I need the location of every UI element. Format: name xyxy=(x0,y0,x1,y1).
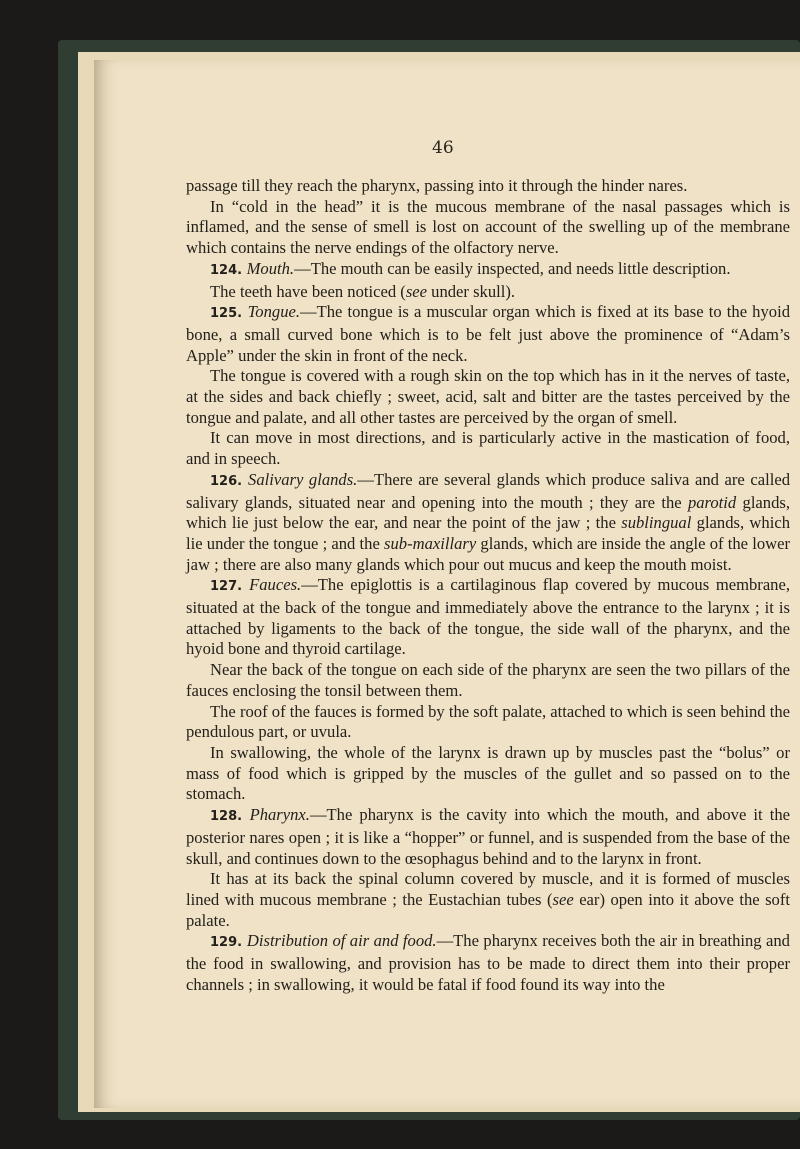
paragraph: The roof of the fauces is formed by the soft palate, attached to which is seen behind the pendulous part, or uvula. xyxy=(186,701,790,742)
paragraph: passage till they reach the pharynx, passing into it through the hinder nares. xyxy=(186,176,688,195)
section-heading: Pharynx. xyxy=(249,805,310,825)
paragraph: 129. Distribution of air and food.—The pharynx receives both the air in breathing and the food in swallowing, and provision has to be made to direct them into their proper channels ; in swallowing, it would be fatal if food found its way into the xyxy=(186,931,790,994)
section-heading: Distribution of air and food. xyxy=(246,931,437,951)
paragraph: 126. Salivary glands.—There are several glands which produce saliva and are called salivary glands, situated near and opening into the mouth ; they are the parotid glands, which lie just below the ear, and near the point of the jaw ; the sublingual glands, which lie under the tongue ; and the sub-maxillary glands, which are inside the angle of the lower jaw ; there are also many glands which pour out mucus and keep the mouth moist. xyxy=(186,469,790,574)
paragraph: It can move in most directions, and is particularly active in the mastication of food, and in speech. xyxy=(186,428,790,469)
page-number: 46 xyxy=(432,138,454,158)
paragraph: The tongue is covered with a rough skin on the top which has in it the nerves of taste, at the sides and back chiefly ; sweet, acid, salt and bitter are the tastes perceived by the tongue and palate, and all other tastes are perceived by the organ of smell. xyxy=(186,366,790,427)
paragraph: 125. Tongue.—The tongue is a muscular organ which is fixed at its base to the hyoid bone, a small curved bone which is to be felt just above the prominence of “Adam’s Apple” under the skin in front of the neck. xyxy=(186,302,790,365)
book-page xyxy=(94,60,800,1108)
section-heading: Salivary glands. xyxy=(248,469,358,489)
section-heading: Tongue. xyxy=(247,302,300,322)
paragraph: 128. Pharynx.—The pharynx is the cavity into which the mouth, and above it the posterior nares open ; it is like a “hopper” or funnel, and is suspended from the base of the skull, and continues down to the œsophagus behind and to the larynx in front. xyxy=(186,805,791,868)
section-number: 127. xyxy=(210,579,250,595)
page-text xyxy=(186,176,790,995)
paragraph: 124. Mouth.—The mouth can be easily inspected, and needs little description. xyxy=(210,258,731,278)
section-number: 126. xyxy=(210,473,249,489)
section-number: 124. xyxy=(210,262,247,278)
section-number: 125. xyxy=(210,306,248,322)
paragraph: The teeth have been noticed (see under skull). xyxy=(210,281,516,301)
section-heading: Mouth. xyxy=(246,258,295,278)
paragraph: 127. Fauces.—The epiglottis is a cartilaginous flap covered by mucous membrane, situated at the back of the tongue and immediately above the entrance to the larynx ; it is attached by ligaments to the back of the tongue, the side wall of the pharynx, and the hyoid bone and thyroid cartilage. xyxy=(186,575,790,659)
section-heading: Fauces. xyxy=(249,575,302,595)
paragraph: In swallowing, the whole of the larynx is drawn up by muscles past the “bolus” or mass of food which is gripped by the muscles of the gullet and so passed on to the stomach. xyxy=(186,742,790,804)
paragraph: Near the back of the tongue on each side of the pharynx are seen the two pillars of the fauces enclosing the tonsil between them. xyxy=(186,660,790,700)
section-number: 129. xyxy=(210,935,247,951)
paragraph: In “cold in the head” it is the mucous membrane of the nasal passages which is inflamed, and the sense of smell is lost on account of the swelling up of the membrane which contains the nerve endings of the olfactory nerve. xyxy=(186,196,790,258)
paragraph: It has at its back the spinal column covered by muscle, and it is formed of muscles lined with mucous membrane ; the Eustachian tubes (see ear) open into it above the soft palate. xyxy=(186,869,790,930)
section-number: 128. xyxy=(210,809,250,825)
